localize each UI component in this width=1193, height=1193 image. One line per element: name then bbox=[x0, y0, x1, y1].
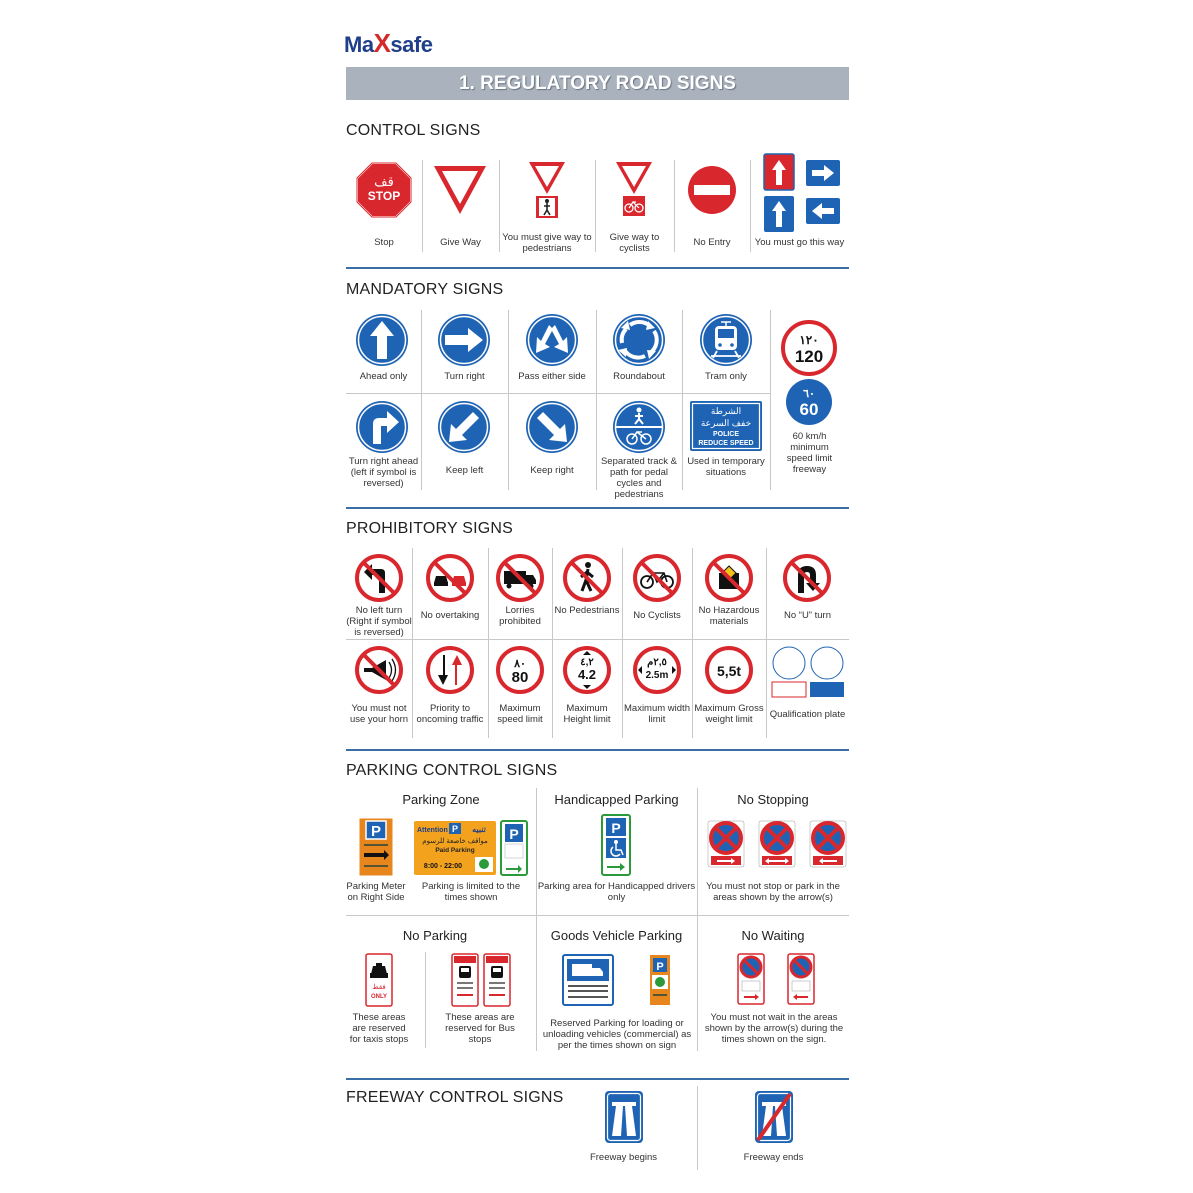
go-this-way-cell: You must go this way bbox=[750, 152, 849, 255]
svg-text:Attention: Attention bbox=[417, 827, 448, 834]
ahead-only-icon bbox=[355, 313, 409, 367]
priority-oncoming-icon bbox=[425, 645, 475, 695]
weight-limit-icon bbox=[704, 645, 754, 695]
separated-track-cell: Separated track & path for pedal cycles and pedestrians bbox=[596, 393, 682, 490]
freeway-ends-icon bbox=[754, 1090, 794, 1144]
freeway-speed-cell: ١٢٠ 120 ٦٠ 60 60 km/h minimum speed limit freeway bbox=[770, 310, 849, 490]
svg-text:تنبيه: تنبيه bbox=[472, 825, 486, 834]
speed-limit-icons bbox=[781, 320, 837, 430]
svg-text:4.2: 4.2 bbox=[577, 667, 597, 682]
svg-text:الشرطة: الشرطة bbox=[710, 406, 742, 416]
keep-right-cell: Keep right bbox=[508, 393, 596, 490]
turn-right-ahead-cell: Turn right ahead (left if symbol is reversed) bbox=[346, 393, 421, 490]
pedestrian-icon bbox=[562, 553, 612, 603]
no-waiting-title: No Waiting bbox=[741, 928, 805, 943]
freeway-begins-cell: Freeway begins bbox=[566, 1090, 681, 1170]
svg-text:STOP: STOP bbox=[367, 189, 401, 203]
svg-text:١٢٠: ١٢٠ bbox=[799, 333, 819, 347]
paid-parking-sign-icon bbox=[413, 820, 497, 876]
turn-right-ahead-icon bbox=[355, 400, 409, 454]
go-this-way-icons bbox=[762, 152, 842, 238]
svg-text:2.5m: 2.5m bbox=[645, 670, 669, 681]
give-way-cyclists-cell: Give way to cyclists bbox=[595, 160, 674, 255]
svg-text:120: 120 bbox=[794, 347, 824, 366]
green-parking-sign-icon bbox=[500, 820, 528, 876]
qualification-plate-cell: Qualification plate bbox=[766, 639, 849, 739]
section-title-mandatory: MANDATORY SIGNS bbox=[346, 281, 504, 298]
keep-right-icon bbox=[525, 400, 579, 454]
svg-text:60: 60 bbox=[799, 400, 819, 419]
section-title-freeway: FREEWAY CONTROL SIGNS bbox=[346, 1089, 564, 1106]
handicapped-sign-icon bbox=[601, 814, 631, 876]
ahead-only-cell: Ahead only bbox=[346, 310, 421, 393]
lorries-prohibited-cell: Lorries prohibited bbox=[488, 548, 552, 639]
svg-text:فقط: فقط bbox=[372, 984, 386, 991]
max-weight-cell: 5,5t Maximum Gross weight limit bbox=[692, 639, 766, 739]
taxi-only-sign-icon bbox=[365, 953, 393, 1007]
lorry-icon bbox=[495, 553, 545, 603]
svg-text:80: 80 bbox=[511, 669, 529, 686]
no-overtaking-icon bbox=[425, 553, 475, 603]
svg-text:P: P bbox=[370, 823, 382, 840]
pass-either-side-cell: Pass either side bbox=[508, 310, 596, 393]
freeway-ends-cell: Freeway ends bbox=[716, 1090, 831, 1170]
no-waiting-signs-icon bbox=[737, 953, 817, 1005]
width-limit-icon bbox=[632, 645, 682, 695]
svg-text:5,5t: 5,5t bbox=[716, 663, 742, 679]
pass-either-side-icon bbox=[525, 313, 579, 367]
svg-text:P: P bbox=[451, 824, 459, 834]
road-signs-sheet: MaXsafe 1. REGULATORY ROAD SIGNS CONTROL SIGNS قف STOP Stop Give Way You must give way to pedestrians Give way to cyclists No Entry You must go this way MANDATORY SIGNS Ahead only Turn right Pass either side Roundabout Tram only ١٢٠ 120 ٦٠ 60 60 km/h minimum speed limit freeway Turn right ahead (left if symbol is reversed) Keep left Keep right Separated track & path for pedal cycles and pedestrians الشرطة خفف السرعة POLICE REDUCE SPEED Used in temporary situations PROHIBITORY SIGNS No left turn (Right if symbol is reversed) No overtaking Lorries prohibited No Pedestrians No Cyclists No Hazardous materials No “U” turn You must not use your horn Priority to oncoming traffic ٨٠ 80 Maximum speed limit ٤,٢ 4.2 Maximum Height limit ٢,٥م 2.5m Maximum width limit 5,5t Maximum Gross weight limit Qualification plate PARKING CONTROL SIGNS Parking Zone P Parking Meter on Right Side Attention P تنبيه مواقف خاصعة للرسوم Paid Parking 8:00 - 22:00 P Parking is limited to the times shown Handicapped Parking P Parking area for Handicapped drivers only No Stopping You must not stop or park in the areas shown by the arrow(s) No Parking فقط ONLY These areas are reserved for taxis stops These areas are reserved for Bus stops Goods Vehicle Parking P Reserved Parking for loading or unloading vehicles (commercial) as per the times shown on sign No Waiting You must not wait in the areas shown by the arrow(s) during the times shown on the sign. FREEWAY CONTROL SIGNS Freeway begins Freeway ends bbox=[346, 0, 849, 1193]
speed-80-icon bbox=[495, 645, 545, 695]
police-reduce-speed-cell: الشرطة خفف السرعة POLICE REDUCE SPEED Used in temporary situations bbox=[682, 393, 770, 490]
maxsafe-logo: MaXsafe bbox=[344, 28, 433, 58]
parking-zone-title: Parking Zone bbox=[402, 792, 480, 807]
max-width-cell: ٢,٥م 2.5m Maximum width limit bbox=[622, 639, 692, 739]
svg-text:٤,٢: ٤,٢ bbox=[580, 657, 594, 668]
max-speed-cell: ٨٠ 80 Maximum speed limit bbox=[488, 639, 552, 739]
orange-loading-sign-icon bbox=[649, 954, 671, 1006]
svg-text:قف: قف bbox=[374, 174, 394, 189]
roundabout-icon bbox=[612, 313, 666, 367]
loading-sign-icon bbox=[562, 954, 614, 1006]
turn-right-cell: Turn right bbox=[421, 310, 508, 393]
give-way-pedestrians-cell: You must give way to pedestrians bbox=[499, 160, 595, 255]
priority-oncoming-cell: Priority to oncoming traffic bbox=[412, 639, 488, 739]
no-overtaking-cell: No overtaking bbox=[412, 548, 488, 639]
bus-stop-signs-icon bbox=[451, 953, 511, 1007]
stop-sign-cell: قف STOP Stop bbox=[346, 160, 422, 255]
no-parking-title: No Parking bbox=[402, 928, 468, 943]
divider bbox=[346, 1078, 849, 1080]
freeway-begins-icon bbox=[604, 1090, 644, 1144]
no-pedestrians-cell: No Pedestrians bbox=[552, 548, 622, 639]
roundabout-cell: Roundabout bbox=[596, 310, 682, 393]
svg-text:POLICE: POLICE bbox=[712, 431, 740, 438]
pedestrian-cycle-icon bbox=[612, 400, 666, 454]
no-u-turn-icon bbox=[782, 553, 832, 603]
no-cyclists-cell: No Cyclists bbox=[622, 548, 692, 639]
hazardous-icon bbox=[704, 553, 754, 603]
svg-text:٢,٥م: ٢,٥م bbox=[647, 657, 667, 668]
handicapped-parking-title: Handicapped Parking bbox=[554, 792, 679, 807]
section-title-prohibitory: PROHIBITORY SIGNS bbox=[346, 520, 514, 537]
height-limit-icon bbox=[562, 645, 612, 695]
give-way-icon bbox=[432, 164, 488, 216]
svg-text:خفف السرعة: خفف السرعة bbox=[700, 418, 752, 428]
horn-icon bbox=[354, 645, 404, 695]
tram-only-cell: Tram only bbox=[682, 310, 770, 393]
police-sign-icon bbox=[689, 400, 763, 452]
svg-text:Paid Parking: Paid Parking bbox=[435, 847, 475, 854]
svg-text:REDUCE SPEED: REDUCE SPEED bbox=[698, 440, 754, 447]
svg-text:ONLY: ONLY bbox=[370, 994, 388, 1000]
bicycle-icon bbox=[632, 553, 682, 603]
goods-vehicle-parking-title: Goods Vehicle Parking bbox=[550, 928, 683, 943]
no-horn-cell: You must not use your horn bbox=[346, 639, 412, 739]
svg-text:P: P bbox=[611, 820, 621, 836]
divider bbox=[346, 507, 849, 509]
no-entry-cell: No Entry bbox=[674, 160, 750, 255]
no-entry-icon bbox=[687, 165, 737, 215]
divider bbox=[346, 749, 849, 751]
no-u-turn-cell: No “U” turn bbox=[766, 548, 849, 639]
svg-text:8:00 - 22:00: 8:00 - 22:00 bbox=[423, 863, 463, 870]
page-title: 1. REGULATORY ROAD SIGNS bbox=[346, 67, 849, 100]
tram-icon bbox=[699, 313, 753, 367]
svg-text:٦٠: ٦٠ bbox=[803, 388, 815, 400]
no-left-turn-icon bbox=[354, 553, 404, 603]
stop-sign-icon bbox=[356, 162, 412, 218]
no-stopping-signs-icon bbox=[707, 820, 847, 868]
divider bbox=[346, 267, 849, 269]
keep-left-cell: Keep left bbox=[421, 393, 508, 490]
give-way-cyclists-icon bbox=[614, 160, 654, 220]
svg-text:P: P bbox=[656, 961, 664, 973]
no-stopping-title: No Stopping bbox=[737, 792, 809, 807]
qualification-plate-icon bbox=[770, 645, 846, 705]
section-title-parking: PARKING CONTROL SIGNS bbox=[346, 762, 558, 779]
svg-text:مواقف خاصعة للرسوم: مواقف خاصعة للرسوم bbox=[422, 838, 488, 845]
no-left-turn-cell: No left turn (Right if symbol is reversed) bbox=[346, 548, 412, 639]
give-way-cell: Give Way bbox=[422, 160, 499, 255]
give-way-pedestrians-icon bbox=[527, 160, 567, 220]
section-title-control: CONTROL SIGNS bbox=[346, 122, 481, 139]
turn-right-icon bbox=[437, 313, 491, 367]
keep-left-icon bbox=[437, 400, 491, 454]
svg-text:٨٠: ٨٠ bbox=[514, 658, 526, 670]
svg-text:P: P bbox=[509, 826, 519, 842]
no-hazardous-cell: No Hazardous materials bbox=[692, 548, 766, 639]
parking-meter-sign-icon bbox=[358, 817, 394, 877]
max-height-cell: ٤,٢ 4.2 Maximum Height limit bbox=[552, 639, 622, 739]
